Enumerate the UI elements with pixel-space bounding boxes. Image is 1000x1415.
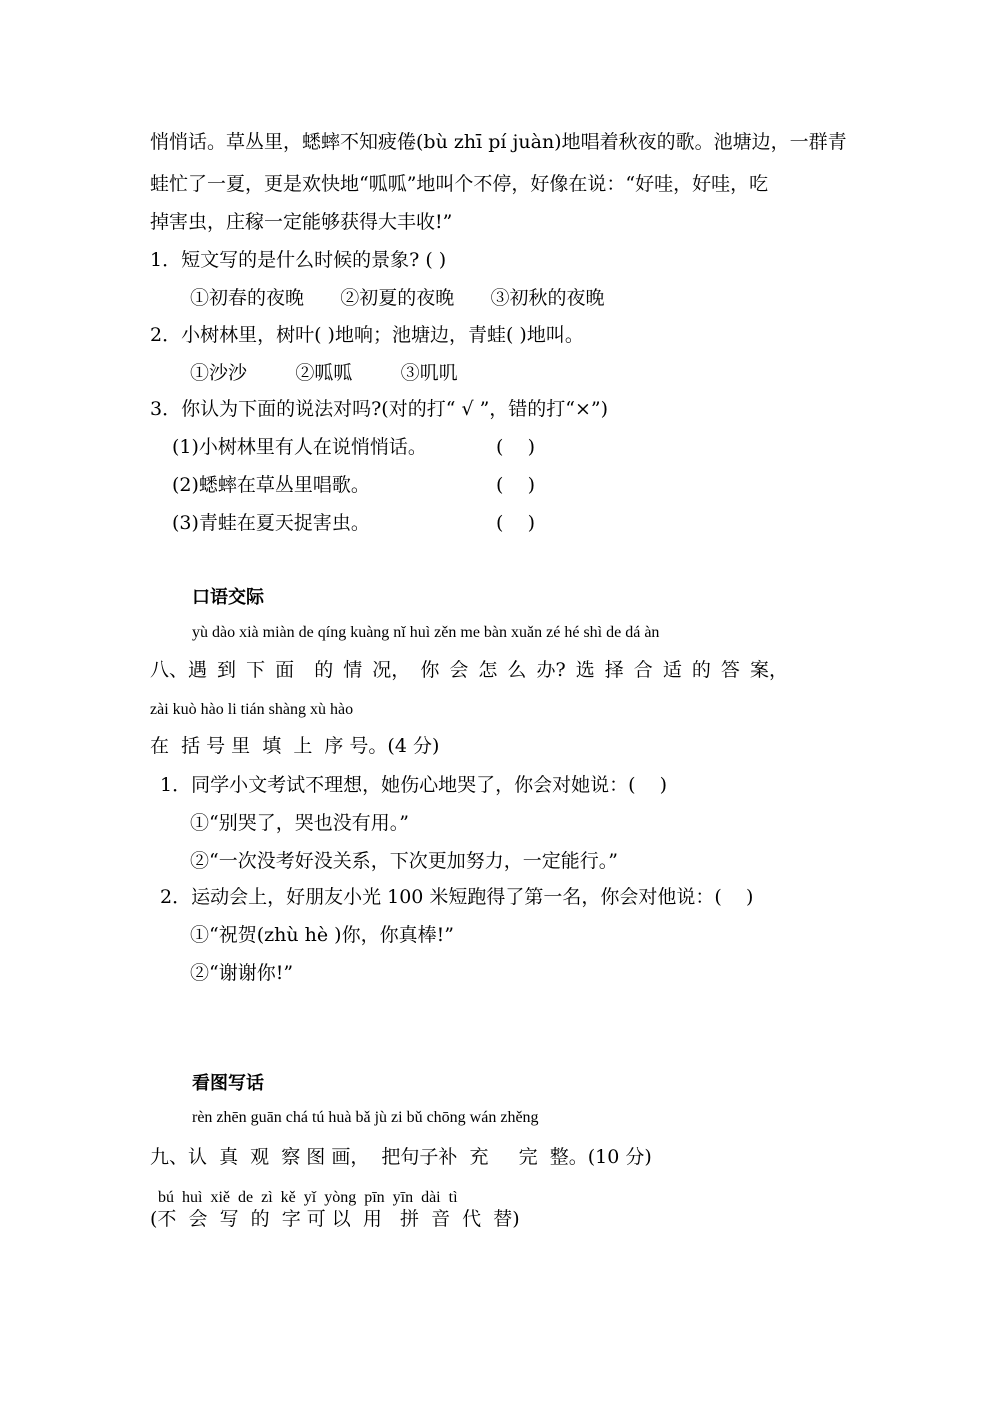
section-8-question-1: 1．同学小文考试不理想，她伤心地哭了，你会对她说：( ) — [160, 774, 668, 796]
section-9-heading: 看图写话 — [192, 1073, 264, 1094]
section-8-heading: 口语交际 — [192, 587, 264, 608]
section-8-line-2: 在 括 号 里 填 上 序 号。(4 分) — [150, 735, 440, 757]
question-3: 3．你认为下面的说法对吗?(对的打“ √ ”，错的打“×”) — [150, 398, 609, 420]
section-9-line-2: (不 会 写 的 字 可 以 用 拼 音 代 替) — [150, 1208, 520, 1230]
section-9-pinyin-2: bú huì xiě de zì kě yǐ yòng pīn yīn dài tì — [158, 1189, 458, 1206]
answer-paren-1[interactable]: ( ) — [496, 436, 535, 458]
section-8-q1-option-1: ①“别哭了，哭也没有用。” — [190, 812, 409, 834]
section-8-q1-option-2: ②“一次没考好没关系，下次更加努力，一定能行。” — [190, 850, 618, 872]
question-3-item-3: (3)青蛙在夏天捉害虫。 — [172, 512, 370, 534]
section-8-line-1: 八、遇 到 下 面 的 情 况， 你 会 怎 么 办? 选 择 合 适 的 答 案， — [150, 659, 788, 681]
section-9-pinyin-1: rèn zhēn guān chá tú huà bǎ jù zi bǔ chōng wán zhěng — [192, 1109, 539, 1126]
section-8-question-2: 2．运动会上，好朋友小光 100 米短跑得了第一名，你会对他说：( ) — [160, 886, 754, 908]
question-2: 2．小树林里，树叶( )地响；池塘边，青蛙( )地叫。 — [150, 324, 584, 346]
answer-paren-3[interactable]: ( ) — [496, 512, 535, 534]
passage-line-3: 掉害虫，庄稼一定能够获得大丰收!” — [150, 211, 453, 233]
question-3-item-2: (2)蟋蟀在草丛里唱歌。 — [172, 474, 370, 496]
question-1-options: ①初春的夜晚 ②初夏的夜晚 ③初秋的夜晚 — [190, 287, 605, 309]
question-1: 1．短文写的是什么时候的景象? ( ) — [150, 249, 447, 271]
question-3-item-1: (1)小树林里有人在说悄悄话。 — [172, 436, 427, 458]
question-2-options: ①沙沙 ②呱呱 ③叽叽 — [190, 362, 458, 384]
section-9-line-1: 九、认 真 观 察 图 画， 把句子补 充 完 整。(10 分) — [150, 1146, 652, 1168]
answer-paren-2[interactable]: ( ) — [496, 474, 535, 496]
section-8-q2-option-1: ①“祝贺(zhù hè )你，你真棒!” — [190, 924, 454, 946]
passage-line-2: 蛙忙了一夏，更是欢快地“呱呱”地叫个不停，好像在说：“好哇，好哇，吃 — [150, 173, 769, 195]
passage-line-1: 悄悄话。草丛里，蟋蟀不知疲倦(bù zhī pí juàn)地唱着秋夜的歌。池塘边，一群青 — [150, 131, 847, 153]
section-8-pinyin-1: yù dào xià miàn de qíng kuàng nǐ huì zěn me bàn xuǎn zé hé shì de dá àn — [192, 624, 660, 641]
section-8-q2-option-2: ②“谢谢你!” — [190, 962, 294, 984]
section-8-pinyin-2: zài kuò hào li tián shàng xù hào — [150, 701, 354, 718]
